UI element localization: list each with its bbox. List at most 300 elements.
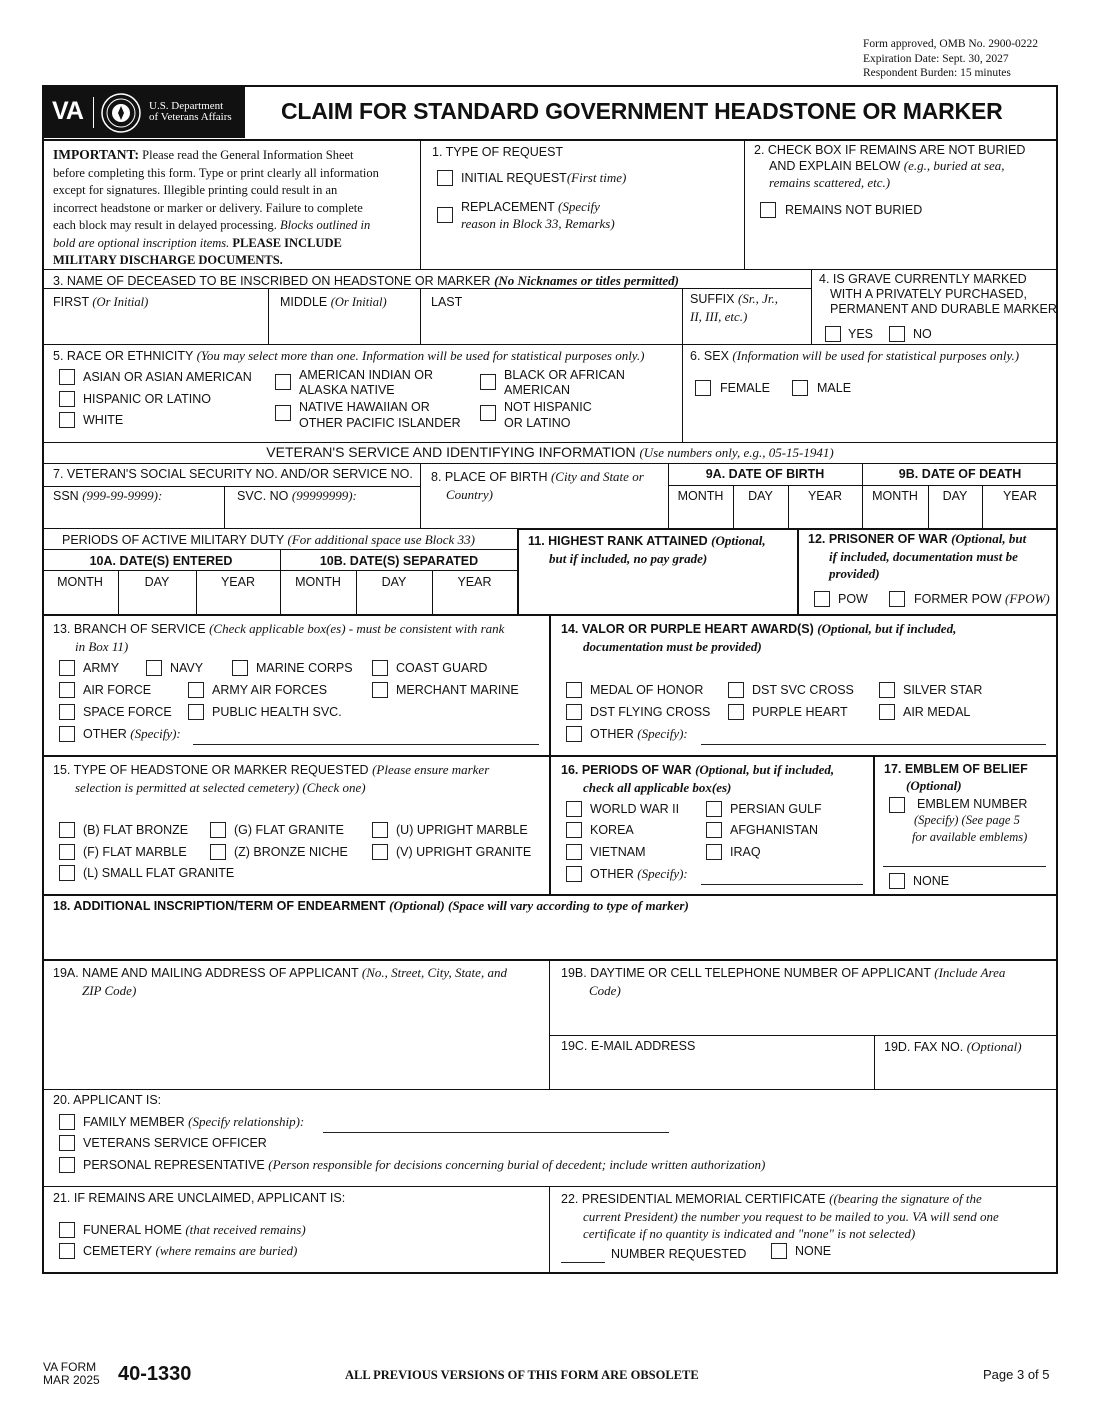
branch-army-checkbox[interactable] bbox=[59, 660, 75, 676]
block12-label bbox=[808, 532, 1026, 546]
cemetery-note: (where remains are buried) bbox=[155, 1243, 298, 1258]
award-air-checkbox[interactable] bbox=[879, 704, 895, 720]
footer-va-form: VA FORM bbox=[43, 1360, 97, 1374]
marker-l-checkbox[interactable] bbox=[59, 865, 75, 881]
block19a-text: 19A. NAME AND MAILING ADDRESS OF APPLICANT bbox=[53, 966, 359, 980]
former-pow-checkbox[interactable] bbox=[889, 591, 905, 607]
rule bbox=[549, 756, 551, 895]
family-member-label bbox=[83, 1115, 304, 1129]
block17-label: 17. EMBLEM OF BELIEF bbox=[884, 762, 1028, 776]
war-other-field[interactable] bbox=[701, 884, 863, 885]
race-black-label: BLACK OR AFRICAN bbox=[504, 368, 625, 382]
important-text: Blocks outlined in bbox=[280, 218, 371, 232]
race-nhpi-label: NATIVE HAWAIIAN OR bbox=[299, 400, 430, 414]
marker-g-checkbox[interactable] bbox=[210, 822, 226, 838]
race-hispanic-checkbox[interactable] bbox=[59, 391, 75, 407]
family-member-checkbox[interactable] bbox=[59, 1114, 75, 1130]
war-gulf-label: PERSIAN GULF bbox=[730, 802, 822, 816]
personal-rep-note: (Person responsible for decisions concerning burial of decedent; include written authorization) bbox=[268, 1157, 766, 1172]
marker-z-checkbox[interactable] bbox=[210, 844, 226, 860]
race-black-checkbox[interactable] bbox=[480, 374, 496, 390]
block22-note: certificate if no quantity is indicated and "none" is not selected) bbox=[583, 1226, 916, 1241]
block8-note: Country) bbox=[446, 487, 493, 502]
race-nhpi-checkbox[interactable] bbox=[275, 405, 291, 421]
not-hispanic-checkbox[interactable] bbox=[480, 405, 496, 421]
entered-month-label: MONTH bbox=[57, 575, 103, 589]
important-label: IMPORTANT: bbox=[53, 147, 140, 162]
dob-day-label: DAY bbox=[748, 489, 773, 503]
marker-u-label: (U) UPRIGHT MARBLE bbox=[396, 823, 528, 837]
block17-note: (Optional) bbox=[906, 778, 962, 793]
periods-note: (For additional space use Block 33) bbox=[287, 532, 475, 547]
block5-label bbox=[53, 349, 644, 363]
block12-note: provided) bbox=[829, 566, 880, 581]
dob-year-label: YEAR bbox=[807, 489, 843, 503]
sex-female-label: FEMALE bbox=[720, 381, 771, 395]
block16-label bbox=[561, 763, 834, 777]
branch-space-label: SPACE FORCE bbox=[83, 705, 172, 719]
rule bbox=[517, 528, 519, 615]
branch-space-checkbox[interactable] bbox=[59, 704, 75, 720]
block15-text: 15. TYPE OF HEADSTONE OR MARKER REQUESTED bbox=[53, 763, 369, 777]
branch-other-field[interactable] bbox=[193, 744, 539, 745]
inscription-field[interactable] bbox=[44, 916, 1056, 958]
initial-request-checkbox[interactable] bbox=[437, 170, 453, 186]
block2-note: (e.g., buried at sea, bbox=[903, 158, 1005, 173]
block11-note: but if included, no pay grade) bbox=[549, 551, 708, 566]
award-dfc-label: DST FLYING CROSS bbox=[590, 705, 711, 719]
marker-v-label: (V) UPRIGHT GRANITE bbox=[396, 845, 532, 859]
race-asian-label: ASIAN OR ASIAN AMERICAN bbox=[83, 370, 252, 384]
rule bbox=[682, 344, 683, 442]
rule bbox=[42, 486, 420, 487]
war-ww2-checkbox[interactable] bbox=[566, 801, 582, 817]
award-other-checkbox[interactable] bbox=[566, 726, 582, 742]
block4-label: WITH A PRIVATELY PURCHASED, bbox=[830, 287, 1028, 301]
branch-marine-checkbox[interactable] bbox=[232, 660, 248, 676]
periods-label bbox=[62, 533, 475, 547]
branch-merchant-checkbox[interactable] bbox=[372, 682, 388, 698]
important-text: incorrect headstone or marker or delivery. Failure to complete bbox=[53, 200, 363, 215]
marker-v-checkbox[interactable] bbox=[372, 844, 388, 860]
block12-note: if included, documentation must be bbox=[829, 549, 1018, 564]
branch-army-label: ARMY bbox=[83, 661, 120, 675]
award-other-label bbox=[590, 727, 688, 741]
rule bbox=[420, 463, 421, 528]
ssn-label bbox=[53, 489, 162, 503]
race-white-checkbox[interactable] bbox=[59, 412, 75, 428]
initial-request-label bbox=[461, 171, 626, 185]
block19a-note: (No., Street, City, State, and bbox=[361, 965, 507, 980]
award-air-label: AIR MEDAL bbox=[903, 705, 971, 719]
block18-note: (Optional) (Space will vary according to type of marker) bbox=[389, 898, 689, 913]
funeral-home-text: FUNERAL HOME bbox=[83, 1223, 182, 1237]
funeral-home-note: (that received remains) bbox=[185, 1222, 306, 1237]
branch-coast-checkbox[interactable] bbox=[372, 660, 388, 676]
sex-male-checkbox[interactable] bbox=[792, 380, 808, 396]
branch-armyair-checkbox[interactable] bbox=[188, 682, 204, 698]
block5-note: (You may select more than one. Information will be used for statistical purposes only.) bbox=[196, 348, 645, 363]
block11-note: (Optional, bbox=[711, 533, 766, 548]
pow-label: POW bbox=[838, 592, 868, 606]
dod-month-label: MONTH bbox=[872, 489, 918, 503]
fax-text: 19D. FAX NO. bbox=[884, 1040, 964, 1054]
first-note: (Or Initial) bbox=[92, 295, 149, 309]
footer-page-number: Page 3 of 5 bbox=[983, 1367, 1050, 1382]
fax-note: (Optional) bbox=[966, 1039, 1022, 1054]
war-vietnam-checkbox[interactable] bbox=[566, 844, 582, 860]
block12-text: 12. PRISONER OF WAR bbox=[808, 532, 948, 546]
block14-note: documentation must be provided) bbox=[583, 639, 762, 654]
block18-text: 18. ADDITIONAL INSCRIPTION/TERM OF ENDEARMENT bbox=[53, 899, 386, 913]
emblem-number-label: EMBLEM NUMBER bbox=[917, 797, 1028, 811]
block21-label: 21. IF REMAINS ARE UNCLAIMED, APPLICANT IS: bbox=[53, 1191, 346, 1205]
block14-label bbox=[561, 622, 956, 636]
rule bbox=[42, 442, 1058, 443]
block22-label bbox=[561, 1192, 982, 1206]
former-pow-text: FORMER POW bbox=[914, 592, 1002, 606]
marker-l-label: (L) SMALL FLAT GRANITE bbox=[83, 866, 235, 880]
dob-label: 9A. DATE OF BIRTH bbox=[705, 467, 825, 481]
award-dsc-label: DST SVC CROSS bbox=[752, 683, 854, 697]
rule bbox=[549, 960, 550, 1089]
middle-text: MIDDLE bbox=[280, 295, 328, 309]
applicant-address-field[interactable] bbox=[44, 1000, 548, 1088]
branch-phs-checkbox[interactable] bbox=[188, 704, 204, 720]
grave-marked-yes-checkbox[interactable] bbox=[825, 326, 841, 342]
block13-text: 13. BRANCH OF SERVICE bbox=[53, 622, 206, 636]
rule bbox=[420, 288, 421, 344]
branch-other-text: OTHER bbox=[83, 727, 127, 741]
block11-text: 11. HIGHEST RANK ATTAINED bbox=[528, 534, 708, 548]
omb-number: Form approved, OMB No. 2900-0222 bbox=[863, 38, 1039, 50]
branch-other-note: (Specify): bbox=[130, 726, 181, 741]
family-member-note: (Specify relationship): bbox=[188, 1114, 305, 1129]
emblem-note: (Specify) (See page 5 bbox=[914, 813, 1020, 827]
rule bbox=[42, 288, 811, 289]
rule bbox=[873, 756, 875, 895]
race-black-label: AMERICAN bbox=[504, 383, 570, 397]
block14-note: (Optional, but if included, bbox=[817, 621, 957, 636]
block14-text: 14. VALOR OR PURPLE HEART AWARD(S) bbox=[561, 622, 814, 636]
race-amind-checkbox[interactable] bbox=[275, 374, 291, 390]
award-dfc-checkbox[interactable] bbox=[566, 704, 582, 720]
important-text: before completing this form. Type or print clearly all information bbox=[53, 165, 379, 180]
war-other-checkbox[interactable] bbox=[566, 866, 582, 882]
certificate-none-checkbox[interactable] bbox=[771, 1243, 787, 1259]
relationship-field[interactable] bbox=[323, 1132, 669, 1133]
logo-divider bbox=[93, 97, 94, 128]
race-nhpi-label: OTHER PACIFIC ISLANDER bbox=[299, 416, 461, 430]
rule bbox=[549, 1035, 1058, 1036]
block11-label bbox=[528, 534, 766, 548]
rule bbox=[42, 894, 1058, 896]
block2-note: remains scattered, etc.) bbox=[769, 175, 891, 190]
vso-checkbox[interactable] bbox=[59, 1135, 75, 1151]
first-name-label bbox=[53, 295, 148, 309]
marker-f-checkbox[interactable] bbox=[59, 844, 75, 860]
rule bbox=[797, 528, 799, 615]
emblem-none-checkbox[interactable] bbox=[889, 873, 905, 889]
block19b-note: Code) bbox=[589, 983, 621, 998]
award-silver-label: SILVER STAR bbox=[903, 683, 983, 697]
branch-airforce-label: AIR FORCE bbox=[83, 683, 152, 697]
omb-approval bbox=[863, 37, 1038, 81]
emblem-number-checkbox[interactable] bbox=[889, 797, 905, 813]
war-gulf-checkbox[interactable] bbox=[706, 801, 722, 817]
war-afghanistan-checkbox[interactable] bbox=[706, 822, 722, 838]
va-logo-text: VA bbox=[52, 97, 83, 125]
block4-label: 4. IS GRAVE CURRENTLY MARKED bbox=[819, 272, 1027, 286]
footer-form-id bbox=[43, 1361, 100, 1387]
block15-label bbox=[53, 763, 489, 777]
email-label: 19C. E-MAIL ADDRESS bbox=[561, 1039, 696, 1053]
award-other-field[interactable] bbox=[701, 744, 1046, 745]
remains-not-buried-checkbox[interactable] bbox=[760, 202, 776, 218]
branch-marine-label: MARINE CORPS bbox=[256, 661, 353, 675]
svc-note: (99999999): bbox=[291, 488, 357, 503]
footer-date: MAR 2025 bbox=[43, 1373, 100, 1387]
certificate-none-label: NONE bbox=[795, 1244, 832, 1258]
not-hispanic-label: NOT HISPANIC bbox=[504, 400, 592, 414]
block1-label: 1. TYPE OF REQUEST bbox=[432, 145, 564, 159]
dod-label: 9B. DATE OF DEATH bbox=[898, 467, 1022, 481]
award-silver-checkbox[interactable] bbox=[879, 682, 895, 698]
expiration-date: Expiration Date: Sept. 30, 2027 bbox=[863, 52, 1009, 65]
veteran-section-note: (Use numbers only, e.g., 05-15-1941) bbox=[639, 445, 834, 460]
ssn-text: SSN bbox=[53, 489, 79, 503]
block3-text: 3. NAME OF DECEASED TO BE INSCRIBED ON HEADSTONE OR MARKER bbox=[53, 274, 491, 288]
block16-note: (Optional, but if included, bbox=[695, 762, 835, 777]
va-logo bbox=[43, 87, 245, 138]
block13-label bbox=[53, 622, 504, 636]
marker-b-checkbox[interactable] bbox=[59, 822, 75, 838]
last-name-label: LAST bbox=[431, 295, 463, 309]
important-text: Please read the General Information Sheet bbox=[142, 148, 354, 162]
middle-note: (Or Initial) bbox=[330, 295, 387, 309]
block22-note: current President) the number you request to be mailed to you. VA will send one bbox=[583, 1209, 999, 1224]
block5-text: 5. RACE OR ETHNICITY bbox=[53, 349, 194, 363]
telephone-field[interactable] bbox=[551, 1000, 1056, 1034]
rule bbox=[682, 288, 683, 344]
cemetery-text: CEMETERY bbox=[83, 1244, 153, 1258]
svc-label bbox=[237, 489, 357, 503]
block13-note: (Check applicable box(es) - must be consistent with rank bbox=[209, 621, 505, 636]
block19b-label bbox=[561, 966, 1005, 980]
replacement-checkbox[interactable] bbox=[437, 207, 453, 223]
grave-marked-yes-label: YES bbox=[848, 327, 874, 341]
first-text: FIRST bbox=[53, 295, 89, 309]
separated-year-label: YEAR bbox=[457, 575, 492, 589]
initial-request-text: INITIAL REQUEST bbox=[461, 171, 567, 185]
number-requested-label: NUMBER REQUESTED bbox=[611, 1247, 747, 1261]
dept-name bbox=[149, 101, 232, 123]
va-seal-icon bbox=[100, 92, 142, 134]
war-ww2-label: WORLD WAR II bbox=[590, 802, 680, 816]
block8-note: (City and State or bbox=[550, 469, 644, 484]
rule bbox=[42, 139, 1058, 141]
marker-g-label: (G) FLAT GRANITE bbox=[234, 823, 344, 837]
block6-note: (Information will be used for statistical purposes only.) bbox=[732, 348, 1020, 363]
branch-coast-label: COAST GUARD bbox=[396, 661, 488, 675]
dob-month-label: MONTH bbox=[677, 489, 724, 503]
rule bbox=[224, 486, 225, 528]
vso-label: VETERANS SERVICE OFFICER bbox=[83, 1136, 267, 1150]
respondent-burden: Respondent Burden: 15 minutes bbox=[863, 67, 1011, 79]
footer-form-number: 40-1330 bbox=[118, 1363, 192, 1385]
rule bbox=[811, 269, 812, 344]
block19a-label bbox=[53, 966, 507, 980]
sex-female-checkbox[interactable] bbox=[695, 380, 711, 396]
block13-note: in Box 11) bbox=[75, 639, 129, 654]
marker-u-checkbox[interactable] bbox=[372, 822, 388, 838]
initial-request-note: (First time) bbox=[566, 170, 627, 185]
block2-label2 bbox=[769, 159, 1005, 173]
branch-merchant-label: MERCHANT MARINE bbox=[396, 683, 519, 697]
race-asian-checkbox[interactable] bbox=[59, 369, 75, 385]
replacement-note: (Specify bbox=[558, 199, 600, 214]
form-title: CLAIM FOR STANDARD GOVERNMENT HEADSTONE OR MARKER bbox=[281, 98, 1003, 124]
cemetery-checkbox[interactable] bbox=[59, 1243, 75, 1259]
war-iraq-checkbox[interactable] bbox=[706, 844, 722, 860]
important-text: each block may result in delayed processing. bbox=[53, 218, 277, 232]
rule bbox=[42, 1089, 1058, 1090]
entered-day-label: DAY bbox=[144, 575, 170, 589]
rule bbox=[42, 1186, 1058, 1187]
emblem-none-label: NONE bbox=[913, 874, 950, 888]
block8-text: 8. PLACE OF BIRTH bbox=[431, 470, 548, 484]
rule bbox=[549, 1186, 550, 1273]
date-separated-label: 10B. DATE(S) SEPARATED bbox=[319, 554, 479, 568]
important-text: MILITARY DISCHARGE DOCUMENTS. bbox=[53, 253, 283, 267]
email-field[interactable] bbox=[551, 1054, 873, 1088]
branch-other-checkbox[interactable] bbox=[59, 726, 75, 742]
marker-z-label: (Z) BRONZE NICHE bbox=[234, 845, 348, 859]
race-amind-label: AMERICAN INDIAN OR bbox=[299, 368, 434, 382]
block16-note: check all applicable box(es) bbox=[583, 780, 732, 795]
rule bbox=[42, 344, 1058, 345]
block19b-text: 19B. DAYTIME OR CELL TELEPHONE NUMBER OF APPLICANT bbox=[561, 966, 931, 980]
block8-label bbox=[431, 470, 644, 484]
block19b-note: (Include Area bbox=[934, 965, 1006, 980]
personal-rep-text: PERSONAL REPRESENTATIVE bbox=[83, 1158, 265, 1172]
block3-label bbox=[53, 274, 679, 288]
svc-text: SVC. NO bbox=[237, 489, 289, 503]
race-amind-label: ALASKA NATIVE bbox=[299, 383, 395, 397]
veteran-section-title: VETERAN'S SERVICE AND IDENTIFYING INFORMATION bbox=[266, 444, 636, 460]
war-afghanistan-label: AFGHANISTAN bbox=[730, 823, 818, 837]
dept-line1: U.S. Department bbox=[149, 100, 224, 112]
important-text: except for signatures. Illegible printing could result in an bbox=[53, 183, 338, 197]
war-korea-checkbox[interactable] bbox=[566, 822, 582, 838]
war-vietnam-label: VIETNAM bbox=[590, 845, 646, 859]
replacement-note: reason in Block 33, Remarks) bbox=[461, 216, 615, 231]
pow-checkbox[interactable] bbox=[814, 591, 830, 607]
ssn-note: (999-99-9999): bbox=[82, 488, 163, 503]
personal-rep-checkbox[interactable] bbox=[59, 1157, 75, 1173]
date-entered-label: 10A. DATE(S) ENTERED bbox=[89, 554, 233, 568]
funeral-home-checkbox[interactable] bbox=[59, 1222, 75, 1238]
suffix-note: II, III, etc.) bbox=[690, 309, 748, 324]
suffix-note: (Sr., Jr., bbox=[737, 291, 779, 306]
war-korea-label: KOREA bbox=[590, 823, 634, 837]
separated-month-label: MONTH bbox=[295, 575, 341, 589]
block6-text: 6. SEX bbox=[690, 349, 729, 363]
former-pow-note: (FPOW) bbox=[1004, 591, 1050, 606]
branch-navy-label: NAVY bbox=[170, 661, 204, 675]
emblem-note: for available emblems) bbox=[912, 830, 1028, 844]
rule bbox=[518, 528, 1058, 530]
periods-text: PERIODS OF ACTIVE MILITARY DUTY bbox=[62, 533, 285, 547]
dod-year-label: YEAR bbox=[1002, 489, 1038, 503]
important-text: bold are optional inscription items. bbox=[53, 235, 230, 250]
branch-airforce-checkbox[interactable] bbox=[59, 682, 75, 698]
suffix-text: SUFFIX bbox=[690, 292, 735, 306]
block22-text: 22. PRESIDENTIAL MEMORIAL CERTIFICATE bbox=[561, 1192, 826, 1206]
branch-phs-label: PUBLIC HEALTH SVC. bbox=[212, 705, 342, 719]
war-other-note: (Specify): bbox=[637, 866, 688, 881]
emblem-number-field[interactable] bbox=[883, 866, 1046, 867]
separated-day-label: DAY bbox=[381, 575, 407, 589]
award-purple-label: PURPLE HEART bbox=[752, 705, 848, 719]
personal-rep-label bbox=[83, 1158, 765, 1172]
grave-marked-no-checkbox[interactable] bbox=[889, 326, 905, 342]
important-notice bbox=[53, 146, 418, 270]
number-requested-field[interactable] bbox=[561, 1262, 605, 1263]
block15-note: selection is permitted at selected cemetery) (Check one) bbox=[75, 780, 366, 795]
middle-name-label bbox=[280, 295, 387, 309]
dod-day-label: DAY bbox=[942, 489, 968, 503]
replacement-text: REPLACEMENT bbox=[461, 200, 555, 214]
race-hispanic-label: HISPANIC OR LATINO bbox=[83, 392, 212, 406]
block4-label: PERMANENT AND DURABLE MARKER bbox=[830, 302, 1057, 316]
branch-navy-checkbox[interactable] bbox=[146, 660, 162, 676]
war-other-label bbox=[590, 867, 688, 881]
block2-text: AND EXPLAIN BELOW bbox=[769, 159, 901, 173]
replacement-label bbox=[461, 200, 600, 214]
award-dsc-checkbox[interactable] bbox=[728, 682, 744, 698]
award-purple-checkbox[interactable] bbox=[728, 704, 744, 720]
marker-b-label: (B) FLAT BRONZE bbox=[83, 823, 189, 837]
entered-year-label: YEAR bbox=[220, 575, 256, 589]
rule bbox=[42, 463, 1058, 464]
war-iraq-label: IRAQ bbox=[730, 845, 761, 859]
suffix-label bbox=[690, 292, 778, 306]
marker-f-label: (F) FLAT MARBLE bbox=[83, 845, 187, 859]
rule bbox=[668, 485, 1058, 486]
funeral-home-label bbox=[83, 1223, 306, 1237]
fax-field[interactable] bbox=[876, 1056, 1056, 1088]
former-pow-label bbox=[914, 592, 1050, 606]
not-hispanic-label: OR LATINO bbox=[504, 416, 571, 430]
block19a-note: ZIP Code) bbox=[82, 983, 137, 998]
block18-label bbox=[53, 899, 689, 913]
fax-label bbox=[884, 1040, 1022, 1054]
branch-armyair-label: ARMY AIR FORCES bbox=[212, 683, 328, 697]
award-other-note: (Specify): bbox=[637, 726, 688, 741]
rule bbox=[42, 959, 1058, 961]
award-moh-label: MEDAL OF HONOR bbox=[590, 683, 704, 697]
cemetery-label bbox=[83, 1244, 297, 1258]
veteran-section-header bbox=[42, 444, 1058, 461]
dept-line2: of Veterans Affairs bbox=[149, 111, 232, 123]
remains-not-buried-label: REMAINS NOT BURIED bbox=[785, 203, 923, 217]
block20-label: 20. APPLICANT IS: bbox=[53, 1093, 162, 1107]
footer-obsolete-note: ALL PREVIOUS VERSIONS OF THIS FORM ARE OBSOLETE bbox=[345, 1368, 699, 1382]
award-moh-checkbox[interactable] bbox=[566, 682, 582, 698]
rule bbox=[268, 288, 269, 344]
sex-male-label: MALE bbox=[817, 381, 852, 395]
